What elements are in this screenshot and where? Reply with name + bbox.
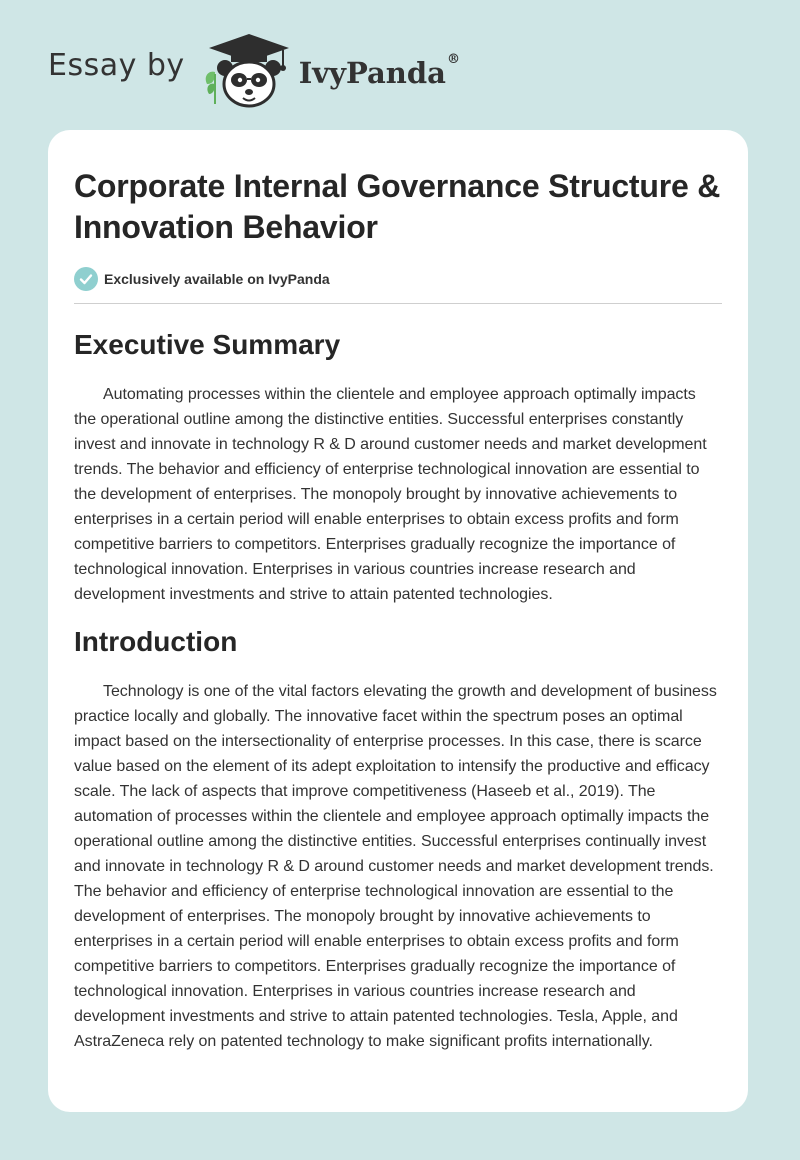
exclusive-badge [74,267,722,291]
brand-name: IvyPanda® [298,52,460,90]
section-text-executive-summary: Automating processes within the clientele and employee approach optimally impacts the operational outline among the distinctive entities. Successful enterprises constantly invest and innovate in technology R & D around customer needs and market development trends. The behavior and efficiency of enterprise technological innovation are essential to the development of enterprises. The monopoly brought by innovative achievements to enterprises in a certain period will enable enterprises to obtain excess profits and form competitive barriers to competitors. Enterprises gradually recognize the importance of technological innovation. Enterprises in various countries increase research and development investments and strive to attain patented technologies. [74,386,707,603]
section-heading-executive-summary: Executive Summary [74,329,341,360]
section-text-introduction: Technology is one of the vital factors elevating the growth and development of business practice locally and globally. The innovative facet within the spectrum poses an optimal impact based on the intersectionality of enterprise processes. In this case, there is scarce value based on the element of its adept exploitation to intensify the productive and efficacy scale. The lack of aspects that improve competitiveness (Haseeb et al., 2019). The automation of processes within the clientele and employee approach optimally impacts the operational outline among the distinctive entities. Successful enterprises continually invest and innovate in technology R & D around customer needs and market development trends. The behavior and efficiency of enterprise technological innovation are essential to the development of enterprises. The monopoly brought by innovative achievements to enterprises in a certain period will enable enterprises to obtain excess profits and form competitive barriers to competitors. Enterprises gradually recognize the importance of technological innovation. Enterprises in various countries increase research and development investments and strive to attain patented technologies. Tesla, Apple, and AstraZeneca rely on patented technology to make significant profits internationally. [74,683,717,1050]
site-header[interactable] [48,30,460,110]
divider [74,303,722,304]
essay-by-label: Essay by [48,47,185,83]
page-title: Corporate Internal Governance Structure & Innovation Behavior [74,168,721,245]
check-icon [74,267,98,291]
section-heading-introduction: Introduction [74,626,238,657]
panda-logo-icon [203,30,295,110]
exclusive-label: Exclusively available on IvyPanda [104,271,330,287]
essay-card [48,130,748,1112]
